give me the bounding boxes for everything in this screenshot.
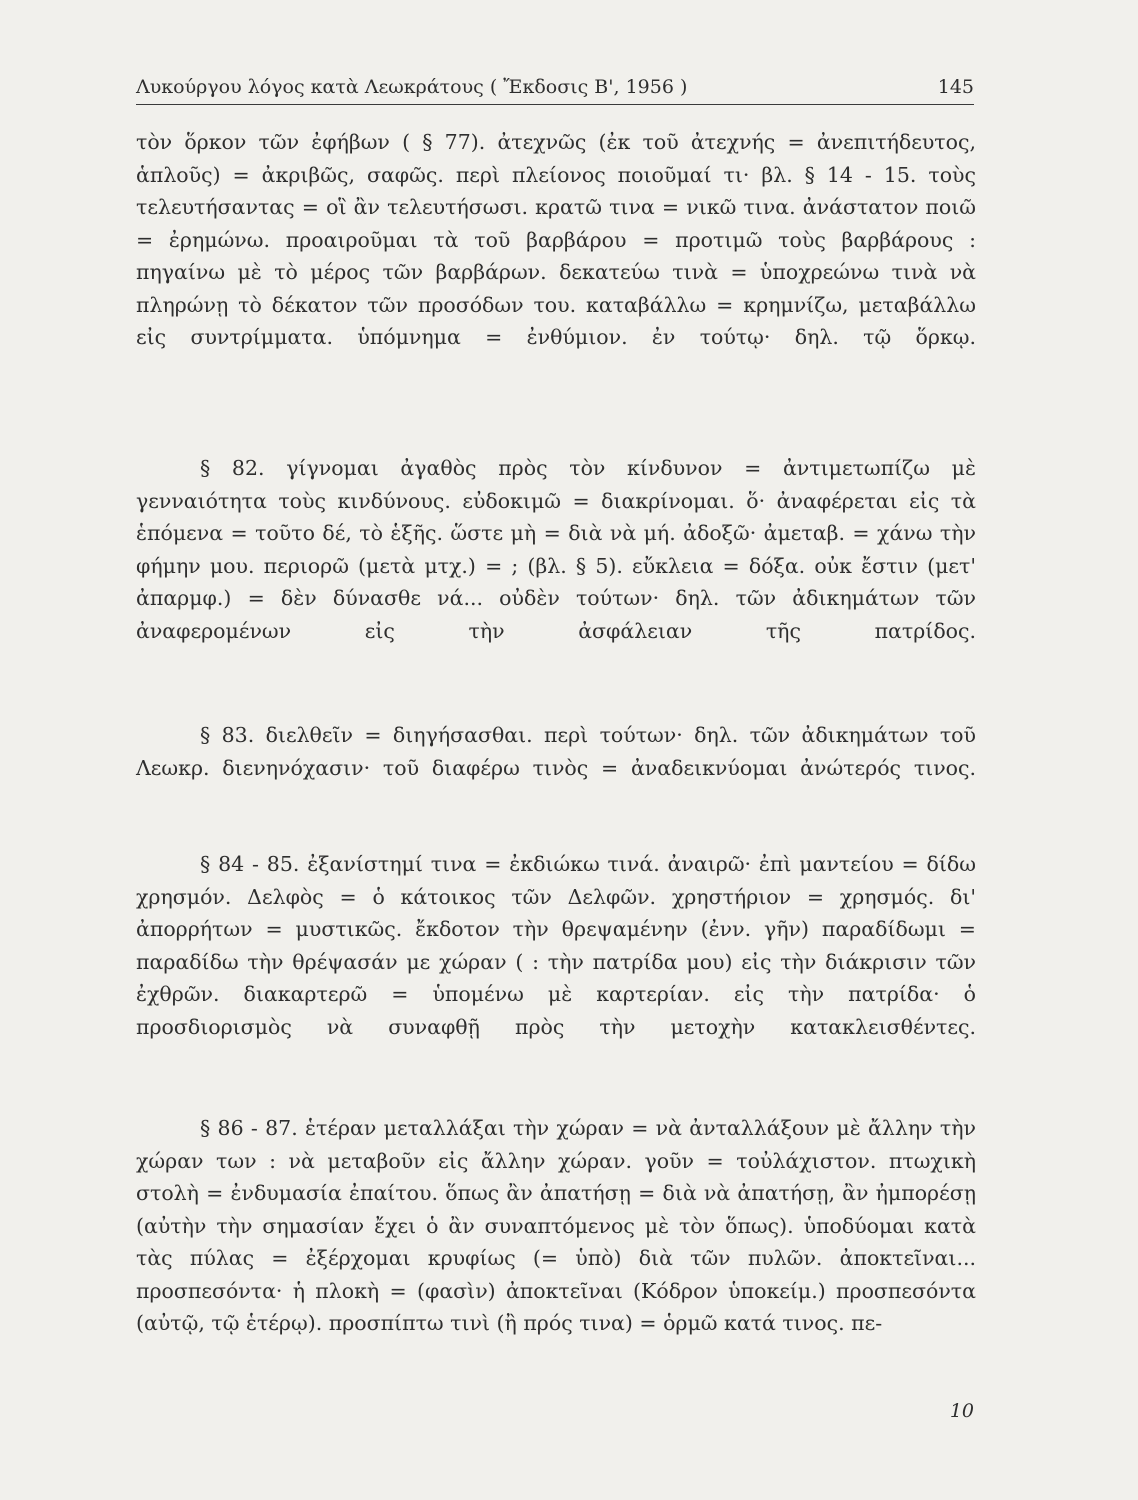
- running-title: Λυκούργου λόγος κατὰ Λεωκράτους ( Ἔκδοσις Β', 1956 ): [136, 76, 688, 98]
- running-header: [136, 70, 974, 105]
- paragraph-1: [136, 126, 976, 354]
- page-number: 145: [937, 76, 974, 98]
- paragraph-83: [136, 719, 976, 784]
- paragraph-86-87: [136, 1112, 976, 1340]
- paragraph-text: § 84 - 85. ἐξανίστημί τινα = ἐκδιώκω τινά. ἀναιρῶ· ἐπὶ μαντείου = δίδω χρησμόν. Δελφὸς = ὁ κάτοικος τῶν Δελφῶν. χρηστήριον = χρησμός. δι' ἀπορρήτων = μυστικῶς. ἔκδοτον τὴν θρεψαμένην (ἐνν. γῆν) παραδίδωμι = παραδίδω τὴν θρέψασάν με χώραν ( : τὴν πατρίδα μου) εἰς τὴν διάκρισιν τῶν ἐχθρῶν. διακαρτερῶ = ὑπομένω μὲ καρτερίαν. εἰς τὴν πατρίδα· ὁ προσδιορισμὸς νὰ συναφθῇ πρὸς τὴν μετοχὴν κατακλεισθέντες.: [136, 852, 976, 1039]
- paragraph-text: § 83. διελθεῖν = διηγήσασθαι. περὶ τούτων· δηλ. τῶν ἀδικημάτων τοῦ Λεωκρ. διενηνόχασιν· τοῦ διαφέρω τινὸς = ἀναδεικνύομαι ἀνώτερός τινος.: [136, 723, 976, 780]
- signature-mark: 10: [949, 1400, 974, 1422]
- paragraph-82: [136, 452, 976, 647]
- paragraph-text: § 82. γίγνομαι ἀγαθὸς πρὸς τὸν κίνδυνον = ἀντιμετωπίζω μὲ γενναιότητα τοὺς κινδύνους. εὐδοκιμῶ = διακρίνομαι. ὅ· ἀναφέρεται εἰς τὰ ἑπόμενα = τοῦτο δέ, τὸ ἑξῆς. ὥστε μὴ = διὰ νὰ μή. ἀδοξῶ· ἀμεταβ. = χάνω τὴν φήμην μου. περιορῶ (μετὰ μτχ.) = ; (βλ. § 5). εὔκλεια = δόξα. οὐκ ἔστιν (μετ' ἀπαρμφ.) = δὲν δύνασθε νά... οὐδὲν τούτων· δηλ. τῶν ἀδικημάτων τῶν ἀναφερομένων εἰς τὴν ἀσφάλειαν τῆς πατρίδος.: [136, 456, 976, 643]
- paragraph-84-85: [136, 848, 976, 1043]
- paragraph-text: τὸν ὅρκον τῶν ἐφήβων ( § 77). ἀτεχνῶς (ἐκ τοῦ ἀτεχνής = ἀνεπιτήδευτος, ἁπλοῦς) = ἀκριβῶς, σαφῶς. περὶ πλείονος ποιοῦμαί τι· βλ. § 14 - 15. τοὺς τελευτήσαντας = οἳ ἂν τελευτήσωσι. κρατῶ τινα = νικῶ τινα. ἀνάστατον ποιῶ = ἐρημώνω. προαιροῦμαι τὰ τοῦ βαρβάρου = προτιμῶ τοὺς βαρβάρους : πηγαίνω μὲ τὸ μέρος τῶν βαρβάρων. δεκατεύω τινὰ = ὑποχρεώνω τινὰ νὰ πληρώνῃ τὸ δέκατον τῶν προσόδων του. καταβάλλω = κρημνίζω, μεταβάλλω εἰς συντρίμματα. ὑπόμνημα = ἐνθύμιον. ἐν τούτῳ· δηλ. τῷ ὅρκῳ.: [136, 130, 976, 349]
- paragraph-text: § 86 - 87. ἑτέραν μεταλλάξαι τὴν χώραν = νὰ ἀνταλλάξουν μὲ ἄλλην τὴν χώραν των : νὰ μεταβοῦν εἰς ἄλλην χώραν. γοῦν = τοὐλάχιστον. πτωχικὴ στολὴ = ἐνδυμασία ἐπαίτου. ὅπως ἂν ἀπατήσῃ = διὰ νὰ ἀπατήσῃ, ἂν ἠμπορέσῃ (αὐτὴν τὴν σημασίαν ἔχει ὁ ἂν συναπτόμενος μὲ τὸν ὅπως). ὑποδύομαι κατὰ τὰς πύλας = ἐξέρχομαι κρυφίως (= ὑπὸ) διὰ τῶν πυλῶν. ἀποκτεῖναι... προσπεσόντα· ἡ πλοκὴ = (φασὶν) ἀποκτεῖναι (Κόδρον ὑποκείμ.) προσπεσόντα (αὐτῷ, τῷ ἑτέρῳ). προσπίπτω τινὶ (ἢ πρός τινα) = ὁρμῶ κατά τινος. πε-: [136, 1116, 976, 1335]
